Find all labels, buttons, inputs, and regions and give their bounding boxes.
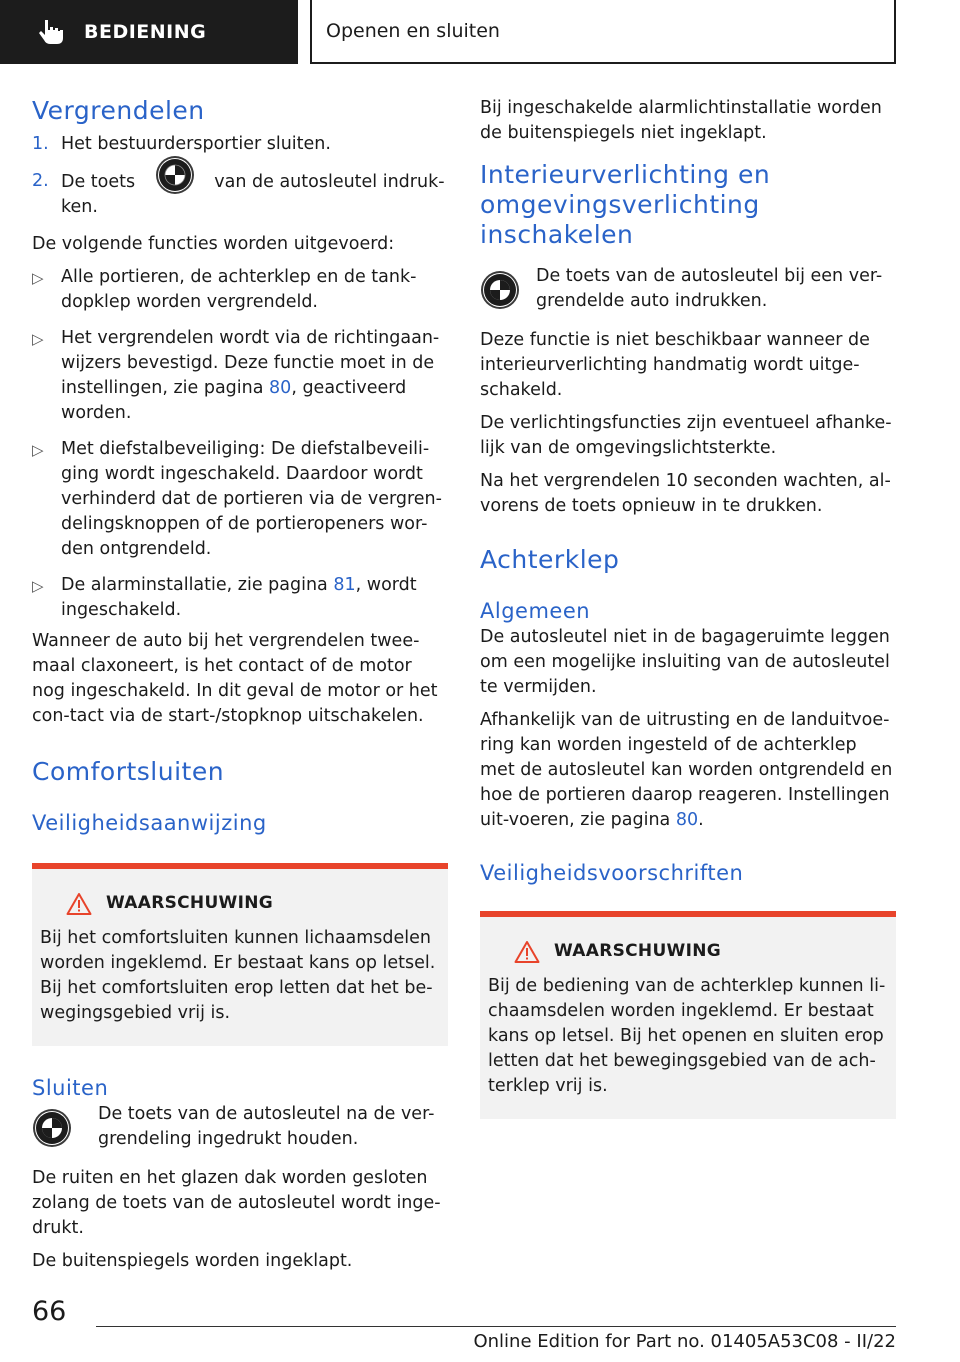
heading-interieurverlichting: Interieurverlichting en omgevingsverlichting inschakelen xyxy=(480,160,771,249)
step-text: Het bestuurdersportier sluiten. xyxy=(61,134,331,154)
footer-divider xyxy=(96,1326,896,1327)
page-number: 66 xyxy=(32,1296,67,1327)
list-item xyxy=(32,132,448,157)
hand-pointer-icon xyxy=(36,18,66,46)
page-link-80[interactable]: 80 xyxy=(675,810,699,830)
chapter-title: Openen en sluiten xyxy=(326,20,500,42)
bullet-text: Met diefstalbeveiliging: De diefstalbeveili-ging wordt ingeschakeld. Daardoor wordt verhinderd dat de portieren via de vergren-delingsknoppen of de portieropeners wor-den ontgrendeld. xyxy=(61,439,442,559)
heading-veiligheidsvoorschriften: Veiligheidsvoorschriften xyxy=(480,861,744,885)
interieur-icon-paragraph xyxy=(480,264,896,314)
bullet-text xyxy=(61,326,448,426)
heading-comfortsluiten: Comfortsluiten xyxy=(32,757,225,786)
header-section-tab xyxy=(0,0,298,64)
warning-triangle-icon xyxy=(514,940,540,964)
bullet-text-after: , geactiveerd worden. xyxy=(61,378,407,423)
step-text-after: van de autosleutel indruk-ken. xyxy=(61,172,445,217)
list-item xyxy=(32,265,448,315)
warning-box xyxy=(480,911,896,1119)
warning-title xyxy=(66,891,438,916)
warning-text: Bij het comfortsluiten kunnen lichaamsdelen worden ingeklemd. Er bestaat kans op letsel. Bij het comfortsluiten erop letten dat het be-wegingsgebied vrij is. xyxy=(40,928,436,1023)
para-wachten: Na het vergrendelen 10 seconden wachten, al-vorens de toets opnieuw in te drukken. xyxy=(480,471,891,516)
warning-title-text: WAARSCHUWING xyxy=(106,893,274,913)
warning-box xyxy=(32,863,448,1046)
list-item xyxy=(32,169,448,220)
steps-list xyxy=(32,132,448,220)
para-lichtsterkte: De verlichtingsfuncties zijn eventueel afhanke-lijk van de omgevingslichtsterkte. xyxy=(480,413,892,458)
bmw-key-button-icon xyxy=(32,1108,72,1148)
triangle-bullet-icon: ▷ xyxy=(32,577,44,595)
bmw-key-button-icon xyxy=(155,155,195,195)
bmw-key-button-icon xyxy=(480,270,520,310)
heading-veiligheidsaanwijzing: Veiligheidsaanwijzing xyxy=(32,811,267,835)
afhankelijk-paragraph xyxy=(480,708,896,833)
triangle-bullet-icon: ▷ xyxy=(32,269,44,287)
heading-vergrendelen: Vergrendelen xyxy=(32,96,205,125)
bullet-text-before: Het vergrendelen wordt via de richtingaan-wijzers bevestigd. Deze functie moet in de instellingen, zie pagina xyxy=(61,328,440,398)
page-link-81[interactable]: 81 xyxy=(333,575,356,595)
warning-title-text: WAARSCHUWING xyxy=(554,941,722,961)
algemeen-paragraph: De autosleutel niet in de bagageruimte leggen om een mogelijke insluiting van de autosleutel te vermijden. xyxy=(480,627,890,697)
header-chapter-box xyxy=(312,0,896,64)
warning-text: Bij de bediening van de achterklep kunnen li-chaamsdelen worden ingeklemd. Er bestaat kans op letsel. Bij het openen en sluiten erop letten dat het bewegingsgebied van de ach-terklep vrij is. xyxy=(488,976,886,1096)
left-column xyxy=(32,96,448,1282)
triangle-bullet-icon: ▷ xyxy=(32,441,44,459)
warning-triangle-icon xyxy=(66,892,92,916)
step-text-before: De toets xyxy=(61,172,136,192)
list-item xyxy=(32,573,448,623)
sluiten-icon-text: De toets van de autosleutel na de ver-grendeling ingedrukt houden. xyxy=(98,1104,435,1149)
heading-sluiten: Sluiten xyxy=(32,1076,109,1100)
heading-achterklep: Achterklep xyxy=(480,545,620,574)
step-number: 2. xyxy=(32,171,49,191)
alarm-paragraph: Bij ingeschakelde alarmlichtinstallatie worden de buitenspiegels niet ingeklapt. xyxy=(480,98,882,143)
bullet-text-before: De alarminstallatie, zie pagina xyxy=(61,575,328,595)
functions-list xyxy=(32,265,448,623)
list-item xyxy=(32,326,448,426)
step-text xyxy=(61,169,448,220)
sluiten-icon-paragraph xyxy=(32,1102,448,1152)
bullet-text xyxy=(61,573,448,623)
bullet-text-after: , wordt ingeschakeld. xyxy=(61,575,417,620)
page-link-80[interactable]: 80 xyxy=(269,378,292,398)
list-item xyxy=(32,437,448,562)
claxon-paragraph: Wanneer de auto bij het vergrendelen twee-maal claxoneert, is het contact of de motor nog ingeschakeld. In dit geval de motor or het con-tact via de start-/stopknop uitschakelen. xyxy=(32,631,438,726)
heading-algemeen: Algemeen xyxy=(480,599,591,623)
triangle-bullet-icon: ▷ xyxy=(32,330,44,348)
interieur-icon-text: De toets van de autosleutel bij een ver-grendelde auto indrukken. xyxy=(536,266,883,311)
section-title: BEDIENING xyxy=(84,21,207,43)
footer-edition: Online Edition for Part no. 01405A53C08 - II/22 xyxy=(473,1331,896,1352)
bullet-text: Alle portieren, de achterklep en de tank-dopklep worden vergrendeld. xyxy=(61,267,417,312)
step-number: 1. xyxy=(32,134,49,154)
functions-intro: De volgende functies worden uitgevoerd: xyxy=(32,234,395,254)
afhankelijk-text: Afhankelijk van de uitrusting en de landuitvoe-ring kan worden ingesteld of de achterklep met de autosleutel kan worden ontgrendeld en hoe de portieren daarop reageren. Instellingen uit-voeren, zie pagina xyxy=(480,710,893,830)
ruiten-paragraph: De ruiten en het glazen dak worden gesloten zolang de toets van de autosleutel wordt inge-drukt. xyxy=(32,1168,441,1238)
afhankelijk-end: . xyxy=(698,810,704,830)
spiegels-paragraph: De buitenspiegels worden ingeklapt. xyxy=(32,1251,353,1271)
warning-title xyxy=(514,939,886,964)
para-beschikbaar: Deze functie is niet beschikbaar wanneer de interieurverlichting handmatig wordt uitge-schakeld. xyxy=(480,330,870,400)
right-column xyxy=(480,96,896,1119)
